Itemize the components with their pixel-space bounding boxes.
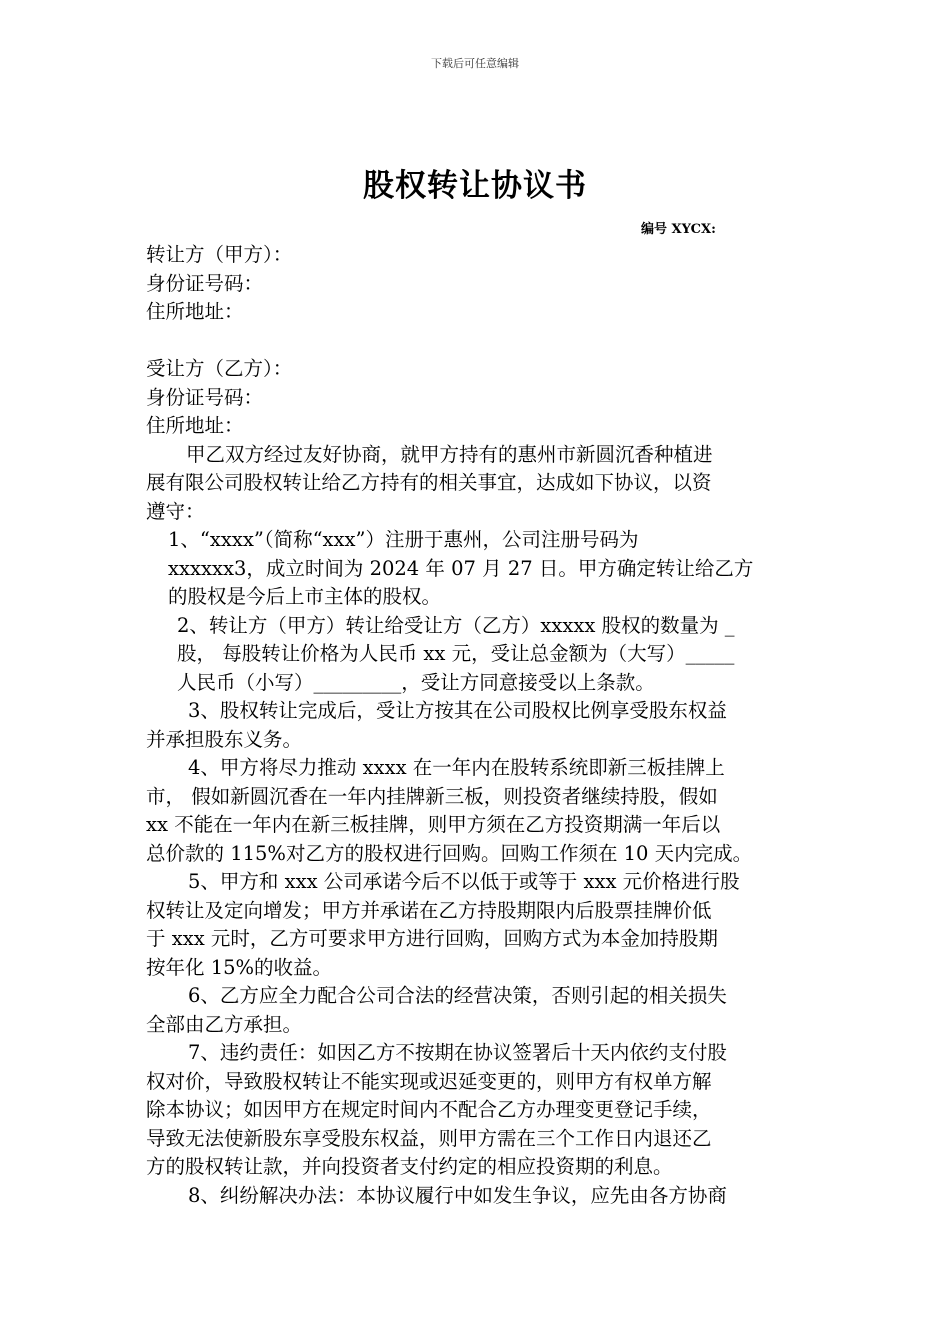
- text-line: 并承担股东义务。: [146, 727, 303, 751]
- text-line: 1、“xxxx”（简称“xxx”）注册于惠州，公司注册号码为: [168, 528, 639, 551]
- text-line: 于 xxx 元时，乙方可要求甲方进行回购，回购方式为本金加持股期: [146, 927, 718, 950]
- party-a-role: 转让方（甲方）：: [146, 243, 293, 266]
- text-line: 股， 每股转让价格为人民币 xx 元，受让总金额为（大写）_____: [177, 642, 735, 665]
- document-title: 股权转让协议书: [363, 168, 587, 204]
- clause-2: [146, 612, 810, 698]
- text-line: 全部由乙方承担。: [146, 1012, 303, 1036]
- blank-line: [146, 327, 810, 356]
- text-line: 的股权是今后上市主体的股权。: [168, 585, 442, 608]
- text-line: 甲乙双方经过友好协商，就甲方持有的惠州市新圆沉香种植进: [186, 442, 713, 466]
- text-line: 权对价，导致股权转让不能实现或迟延变更的，则甲方有权单方解: [146, 1069, 712, 1093]
- text-line: 市， 假如新圆沉香在一年内挂牌新三板，则投资者继续持股，假如: [146, 784, 718, 808]
- text-line: 8、纠纷解决办法：本协议履行中如发生争议，应先由各方协商: [188, 1183, 727, 1207]
- clause-7: [146, 1039, 810, 1182]
- clause-8: [146, 1182, 810, 1211]
- party-a-block: [146, 241, 810, 327]
- text-line: 4、甲方将尽力推动 xxxx 在一年内在股转系统即新三板挂牌上: [188, 756, 725, 779]
- text-line: 导致无法使新股东享受股东权益，则甲方需在三个工作日内退还乙: [146, 1126, 712, 1150]
- text-line: 3、股权转让完成后，受让方按其在公司股权比例享受股东权益: [188, 699, 727, 722]
- intro-paragraph: [146, 441, 810, 527]
- text-line: xx 不能在一年内在新三板挂牌，则甲方须在乙方投资期满一年后以: [146, 813, 721, 836]
- text-line: 权转让及定向增发；甲方并承诺在乙方持股期限内后股票挂牌价低: [146, 898, 712, 922]
- party-b-role: 受让方（乙方）：: [146, 357, 293, 380]
- text-line: 除本协议；如因甲方在规定时间内不配合乙方办理变更登记手续，: [146, 1098, 712, 1121]
- party-b-id-label: 身份证号码：: [146, 385, 264, 409]
- text-line: 展有限公司股权转让给乙方持有的相关事宜，达成如下协议，以资: [146, 471, 712, 494]
- text-line: 2、转让方（甲方）转让给受让方（乙方）xxxxx 股权的数量为 _: [177, 613, 735, 637]
- text-line: 按年化 15%的收益。: [146, 955, 333, 979]
- document-body: [146, 241, 810, 1210]
- text-line: 方的股权转让款，并向投资者支付约定的相应投资期的利息。: [146, 1155, 673, 1178]
- party-a-id-label: 身份证号码：: [146, 271, 264, 295]
- text-line: xxxxxx3，成立时间为 2024 年 07 月 27 日。甲方确定转让给乙方: [168, 556, 754, 580]
- clause-5: [146, 868, 810, 982]
- document-number: 编号 XYCX:: [641, 222, 716, 237]
- text-line: 5、甲方和 xxx 公司承诺今后不以低于或等于 xxx 元价格进行股: [188, 870, 740, 893]
- party-b-address-label: 住所地址：: [146, 414, 244, 437]
- clause-3: [146, 697, 810, 754]
- text-line: 总价款的 115%对乙方的股权进行回购。回购工作须在 10 天内完成。: [146, 841, 753, 865]
- text-line: 人民币（小写）_________，受让方同意接受以上条款。: [177, 670, 655, 694]
- header-note: 下载后可任意编辑: [431, 57, 519, 70]
- text-line: 遵守：: [146, 499, 205, 523]
- text-line: 6、乙方应全力配合公司合法的经营决策，否则引起的相关损失: [188, 984, 727, 1007]
- party-b-block: [146, 355, 810, 441]
- clause-1: [146, 526, 810, 612]
- party-a-address-label: 住所地址：: [146, 300, 244, 323]
- clause-6: [146, 982, 810, 1039]
- clause-4: [146, 754, 810, 868]
- text-line: 7、违约责任：如因乙方不按期在协议签署后十天内依约支付股: [188, 1041, 727, 1064]
